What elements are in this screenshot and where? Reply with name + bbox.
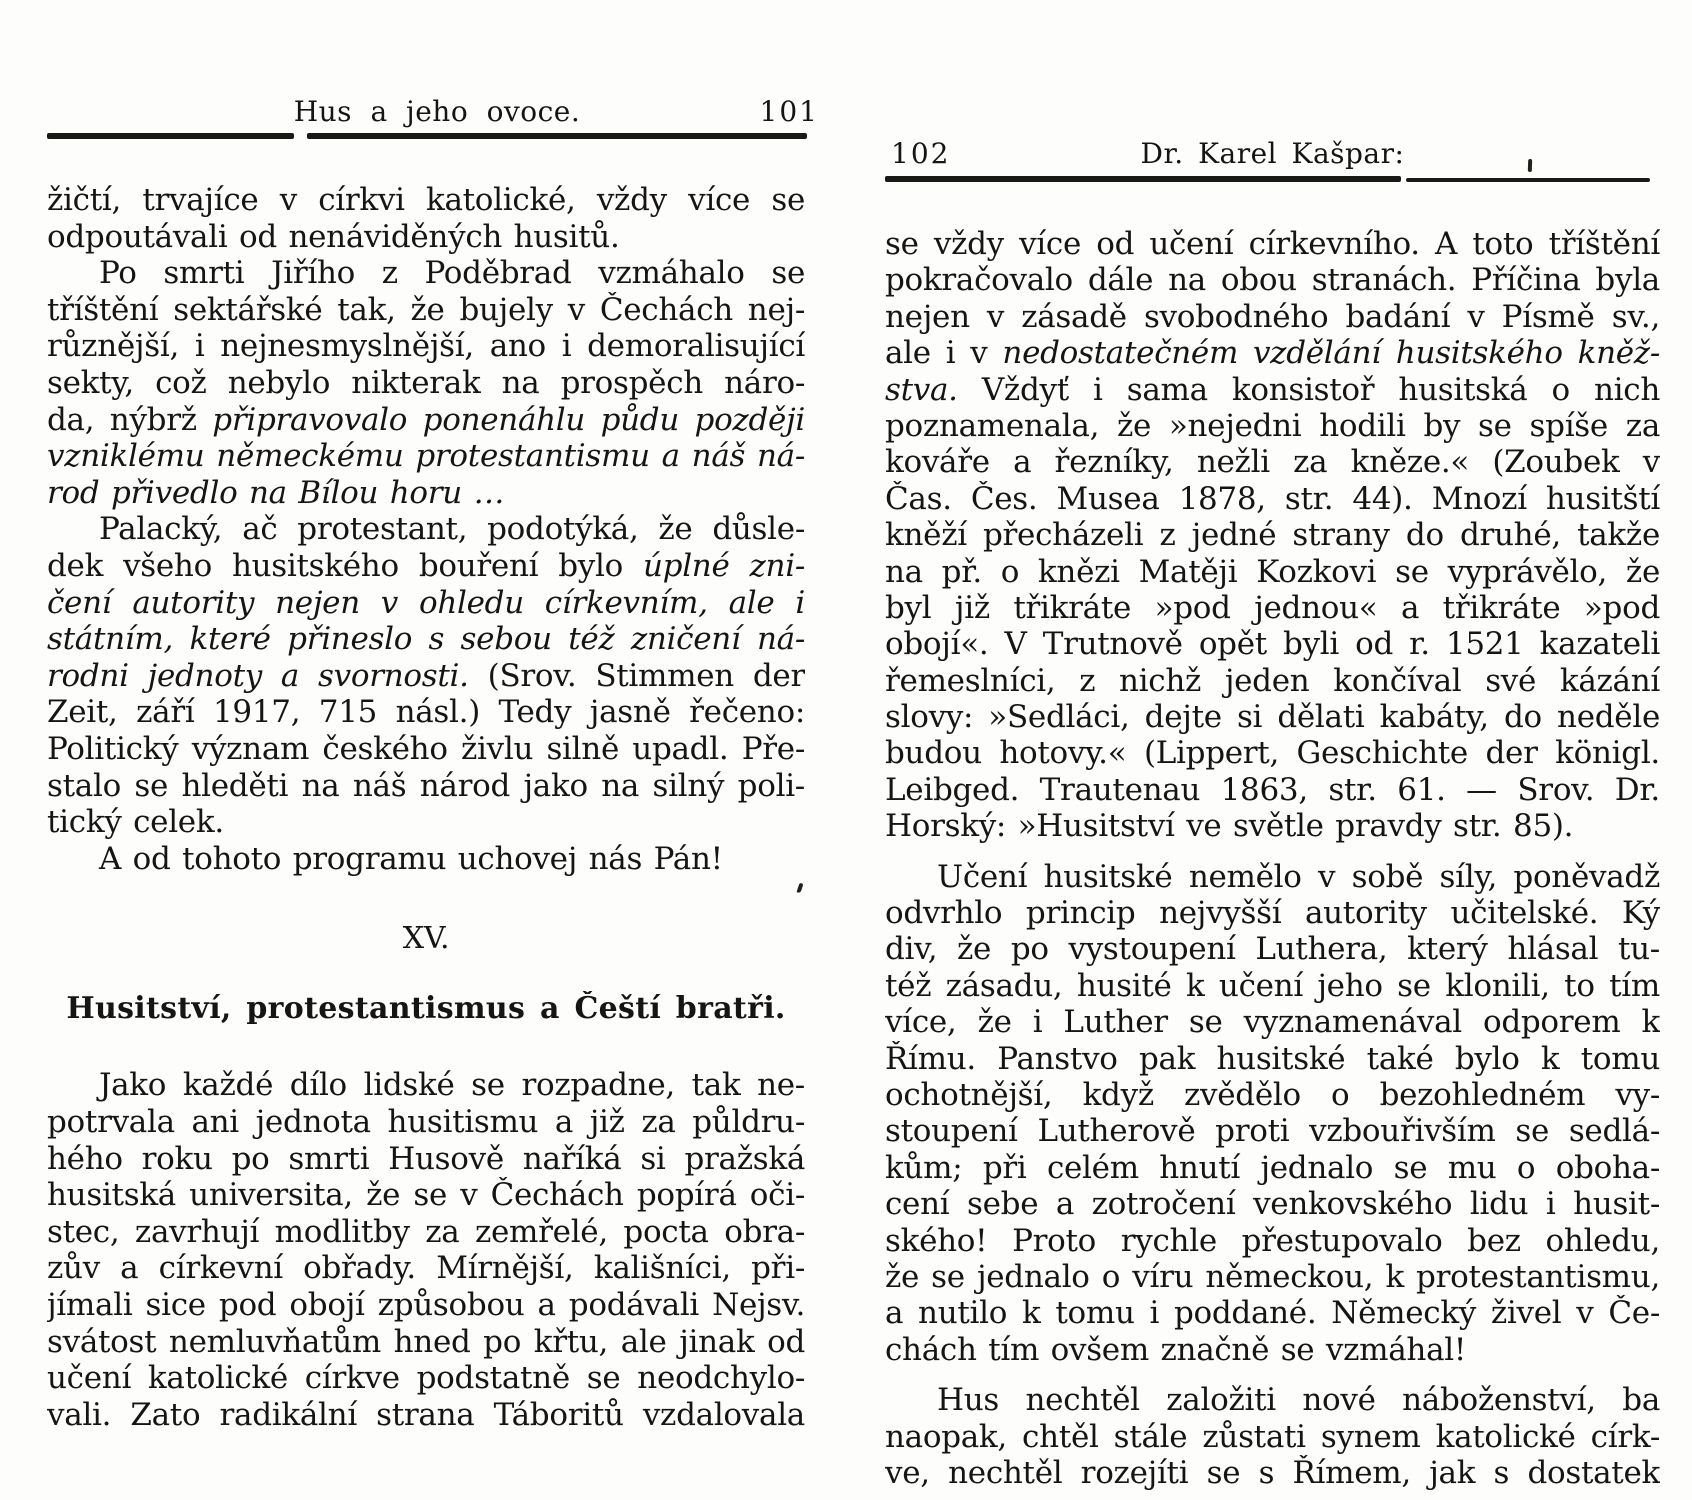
text-run: stalo se hleděti na náš národ jako na silný poli-	[47, 767, 805, 804]
section-heading	[47, 991, 805, 1028]
text-run: též zásadu, husité k učení jeho se klonili, to tím	[885, 967, 1660, 1004]
text-line	[47, 511, 805, 548]
text-line	[885, 859, 1660, 895]
text-line	[885, 408, 1660, 444]
text-run-italic: úplné zni-	[642, 547, 805, 584]
text-line	[885, 626, 1660, 662]
text-run: jímali sice pod obojí způsobou a podávali Nejsv.	[47, 1287, 805, 1324]
text-line	[47, 1104, 805, 1141]
text-line	[885, 517, 1660, 553]
text-run: Palacký, ač protestant, podotýká, že důsle-	[99, 511, 805, 548]
text-run-italic: vzniklému německému protestantismu a náš ná-	[47, 438, 805, 475]
text-run: cení sebe a zotročení venkovského lidu i husit-	[885, 1186, 1660, 1223]
section-number	[47, 921, 805, 958]
text-line	[885, 372, 1660, 408]
text-line	[885, 590, 1660, 626]
page-body	[885, 226, 1660, 1491]
text-run: chách tím ovšem značně se vzmáhal!	[885, 1331, 1467, 1368]
text-line	[47, 768, 805, 805]
text-line	[885, 299, 1660, 335]
text-line	[47, 804, 805, 841]
text-run: da, nýbrž	[47, 401, 213, 438]
text-line	[885, 808, 1660, 844]
text-line	[885, 335, 1660, 371]
running-title: Dr. Karel Kašpar:	[1140, 137, 1405, 170]
text-line	[47, 658, 805, 695]
text-run: ale i v	[885, 335, 1003, 372]
text-line	[885, 1259, 1660, 1295]
text-run: ve, nechtěl rozejíti se s Římem, jak s dostatek	[885, 1454, 1660, 1491]
text-line	[885, 931, 1660, 967]
text-run: Politický význam českého živlu silně upadl. Pře-	[47, 730, 805, 767]
paragraph	[47, 1067, 805, 1433]
text-run: ského! Proto rychle přestupovalo bez ohledu,	[885, 1222, 1660, 1259]
text-run: naopak, chtěl stále zůstati synem katolické círk-	[885, 1418, 1660, 1455]
text-line	[47, 991, 805, 1028]
text-line	[885, 895, 1660, 931]
text-run: ochotnější, když zvědělo o bezohledném vy-	[885, 1076, 1660, 1113]
text-line	[885, 1382, 1660, 1418]
text-line	[885, 444, 1660, 480]
text-line	[47, 1287, 805, 1324]
text-line	[47, 1250, 805, 1287]
text-run-italic: státním, které přineslo s sebou též zničení ná-	[47, 621, 805, 658]
text-line	[885, 1150, 1660, 1186]
text-run: Po smrti Jiřího z Poděbrad vzmáhalo se	[99, 255, 805, 292]
text-run-italic: čení autority nejen v ohledu církevním, ale i	[47, 584, 805, 621]
text-line	[47, 621, 805, 658]
text-line	[47, 182, 805, 219]
text-line	[885, 1223, 1660, 1259]
text-run: se vždy více od učení církevního. A toto tříštění	[885, 226, 1660, 262]
text-run: slovy: »Sedláci, dejte si dělati kabáty, do neděle	[885, 699, 1660, 736]
text-run: stec, zavrhují modlitby za zemřelé, pocta obra-	[47, 1213, 805, 1250]
text-run: učení katolické církve podstatně se neodchylo-	[47, 1360, 805, 1397]
text-run: odvrhlo princip nejvyšší autority učitelské. Ký	[885, 895, 1660, 932]
text-line	[885, 1113, 1660, 1149]
page-header	[885, 136, 1660, 172]
page-102	[885, 0, 1660, 1500]
text-line	[885, 262, 1660, 298]
text-run: dek všeho husitského bouření bylo	[47, 547, 643, 584]
text-run-bold: Husitství, protestantismus a Čeští bratři.	[66, 990, 786, 1026]
text-line	[885, 1041, 1660, 1077]
text-run: div, že po vystoupení Luthera, který hlásal tu-	[885, 931, 1660, 968]
text-line	[47, 292, 805, 329]
text-run: zův a církevní obřady. Mírnější, kališníci, při-	[47, 1250, 805, 1287]
ink-speck	[1528, 159, 1532, 172]
paragraph	[47, 841, 805, 878]
text-run: Čas. Čes. Musea 1878, str. 44). Mnozí husitští	[885, 480, 1660, 517]
text-line	[885, 1295, 1660, 1331]
text-line	[885, 554, 1660, 590]
page-header	[47, 94, 819, 130]
text-run-italic: rod přivedlo na Bílou horu …	[47, 474, 505, 511]
text-line	[885, 1077, 1660, 1113]
text-run: řemeslníci, z nichž jeden končíval své kázání	[885, 662, 1660, 699]
text-line	[47, 1214, 805, 1251]
text-run: kům; při celém hnutí jednalo se mu o oboha-	[885, 1149, 1660, 1186]
text-line	[47, 475, 805, 512]
text-run: obojí«. V Trutnově opět byli od r. 1521 kazateli	[885, 626, 1660, 663]
text-run: hého roku po smrti Husově naříká si pražská	[47, 1140, 805, 1177]
paragraph	[885, 859, 1660, 1368]
text-run: pokračovalo dále na obou stranách. Příčina byla	[885, 262, 1660, 299]
text-run: nejen v zásadě svobodného badání v Písmě sv.,	[885, 298, 1660, 335]
text-run-italic: stva.	[885, 371, 958, 408]
text-line	[885, 481, 1660, 517]
text-run: Horský: »Husitství ve světle pravdy str. 85).	[885, 808, 1574, 845]
text-run: kováře a řezníky, nežli za kněze.« (Zoubek v	[885, 444, 1660, 481]
text-run: Vždyť i sama konsistoř husitská o nich	[957, 371, 1660, 408]
text-run: stoupení Lutherově proti vzbouřivším se sedlá-	[885, 1113, 1660, 1150]
text-line	[47, 1360, 805, 1397]
text-run: na př. o knězi Matěji Kozkovi se vyprávělo, že	[885, 553, 1660, 590]
text-line	[885, 699, 1660, 735]
text-line	[885, 1455, 1660, 1491]
page-number: 102	[891, 137, 951, 170]
text-line	[47, 219, 805, 256]
text-run: Římu. Panstvo pak husitské také bylo k tomu	[885, 1040, 1660, 1077]
text-line	[47, 255, 805, 292]
text-line	[885, 1419, 1660, 1455]
text-run-italic: rodni jednoty a svornosti.	[47, 657, 469, 694]
text-line	[885, 1004, 1660, 1040]
text-line	[885, 1332, 1660, 1368]
text-run: a nutilo k tomu i poddané. Německý živel v Če-	[885, 1295, 1660, 1332]
text-run: Zeit, září 1917, 715 násl.) Tedy jasně řečeno:	[47, 694, 805, 731]
text-line	[47, 328, 805, 365]
text-line	[47, 365, 805, 402]
paragraph	[885, 226, 1660, 845]
text-run-italic: nedostatečném vzdělání husitského kněž-	[1002, 335, 1660, 372]
text-run: kněží přecházeli z jedné strany do druhé, takže	[885, 517, 1660, 554]
text-run: různější, i nejnesmyslnější, ano i demoralisující	[47, 328, 805, 365]
text-line	[885, 1186, 1660, 1222]
text-line	[885, 663, 1660, 699]
text-run: A od tohoto programu uchovej nás Pán!	[99, 840, 723, 877]
text-run: XV.	[402, 921, 450, 957]
text-line	[885, 968, 1660, 1004]
text-line	[47, 1067, 805, 1104]
text-line	[47, 548, 805, 585]
text-line	[885, 772, 1660, 808]
text-line	[47, 402, 805, 439]
text-line	[47, 921, 805, 958]
running-title: Hus a jeho ovoce.	[293, 95, 581, 128]
page-body	[47, 182, 805, 1433]
text-run: Hus nechtěl založiti nové náboženství, ba	[937, 1382, 1660, 1419]
text-run: potrvala ani jednota husitismu a již za půldru-	[47, 1104, 805, 1141]
text-run: žičtí, trvajíce v církvi katolické, vždy více se	[47, 182, 805, 218]
paragraph	[885, 1382, 1660, 1491]
text-run: vali. Zato radikální strana Táboritů vzdalovala	[47, 1396, 805, 1433]
text-line	[885, 735, 1660, 771]
text-run: tický celek.	[47, 804, 224, 841]
text-run: svátost nemluvňatům hned po křtu, ale jinak od	[47, 1323, 805, 1360]
text-line	[47, 1141, 805, 1178]
text-run: odpoutávali od nenáviděných husitů.	[47, 218, 620, 255]
text-line	[47, 1397, 805, 1434]
text-run: že se jednalo o víru německou, k protestantismu,	[885, 1258, 1660, 1295]
page-101	[47, 0, 819, 1500]
text-run: poznamenala, že »nejedni hodili by se spíše za	[885, 407, 1660, 444]
text-run-italic: připravovalo ponenáhlu půdu později	[212, 401, 805, 438]
text-run: tříštění sektářské tak, že bujely v Čechách nej-	[47, 291, 805, 328]
text-run: Jako každé dílo lidské se rozpadne, tak ne-	[99, 1067, 805, 1104]
text-run: sekty, což nebylo nikterak na prospěch náro-	[47, 364, 805, 401]
text-run: budou hotovy.« (Lippert, Geschichte der königl.	[885, 735, 1660, 772]
paragraph	[47, 255, 805, 511]
page-number: 101	[759, 95, 819, 128]
text-run: Učení husitské nemělo v sobě síly, poněvadž	[937, 858, 1660, 895]
text-line	[885, 226, 1660, 262]
text-line	[47, 731, 805, 768]
header-rule-segment	[885, 176, 1401, 182]
text-line	[47, 585, 805, 622]
text-line	[47, 841, 805, 878]
text-run: Leibged. Trautenau 1863, str. 61. — Srov. Dr.	[885, 771, 1660, 808]
text-line	[47, 1177, 805, 1214]
paragraph	[47, 182, 805, 255]
text-line	[47, 438, 805, 475]
text-run: husitská universita, že se v Čechách popírá oči-	[47, 1177, 805, 1214]
text-line	[47, 694, 805, 731]
text-line	[47, 1324, 805, 1361]
text-run: více, že i Luther se vyznamenával odporem k	[885, 1004, 1660, 1041]
text-run: byl již třikráte »pod jednou« a třikráte »pod	[885, 589, 1660, 626]
text-run: (Srov. Stimmen der	[468, 657, 805, 694]
header-rule-segment	[47, 133, 294, 139]
header-rule-segment	[1406, 178, 1650, 182]
paragraph	[47, 511, 805, 840]
header-rule-segment	[307, 133, 807, 139]
